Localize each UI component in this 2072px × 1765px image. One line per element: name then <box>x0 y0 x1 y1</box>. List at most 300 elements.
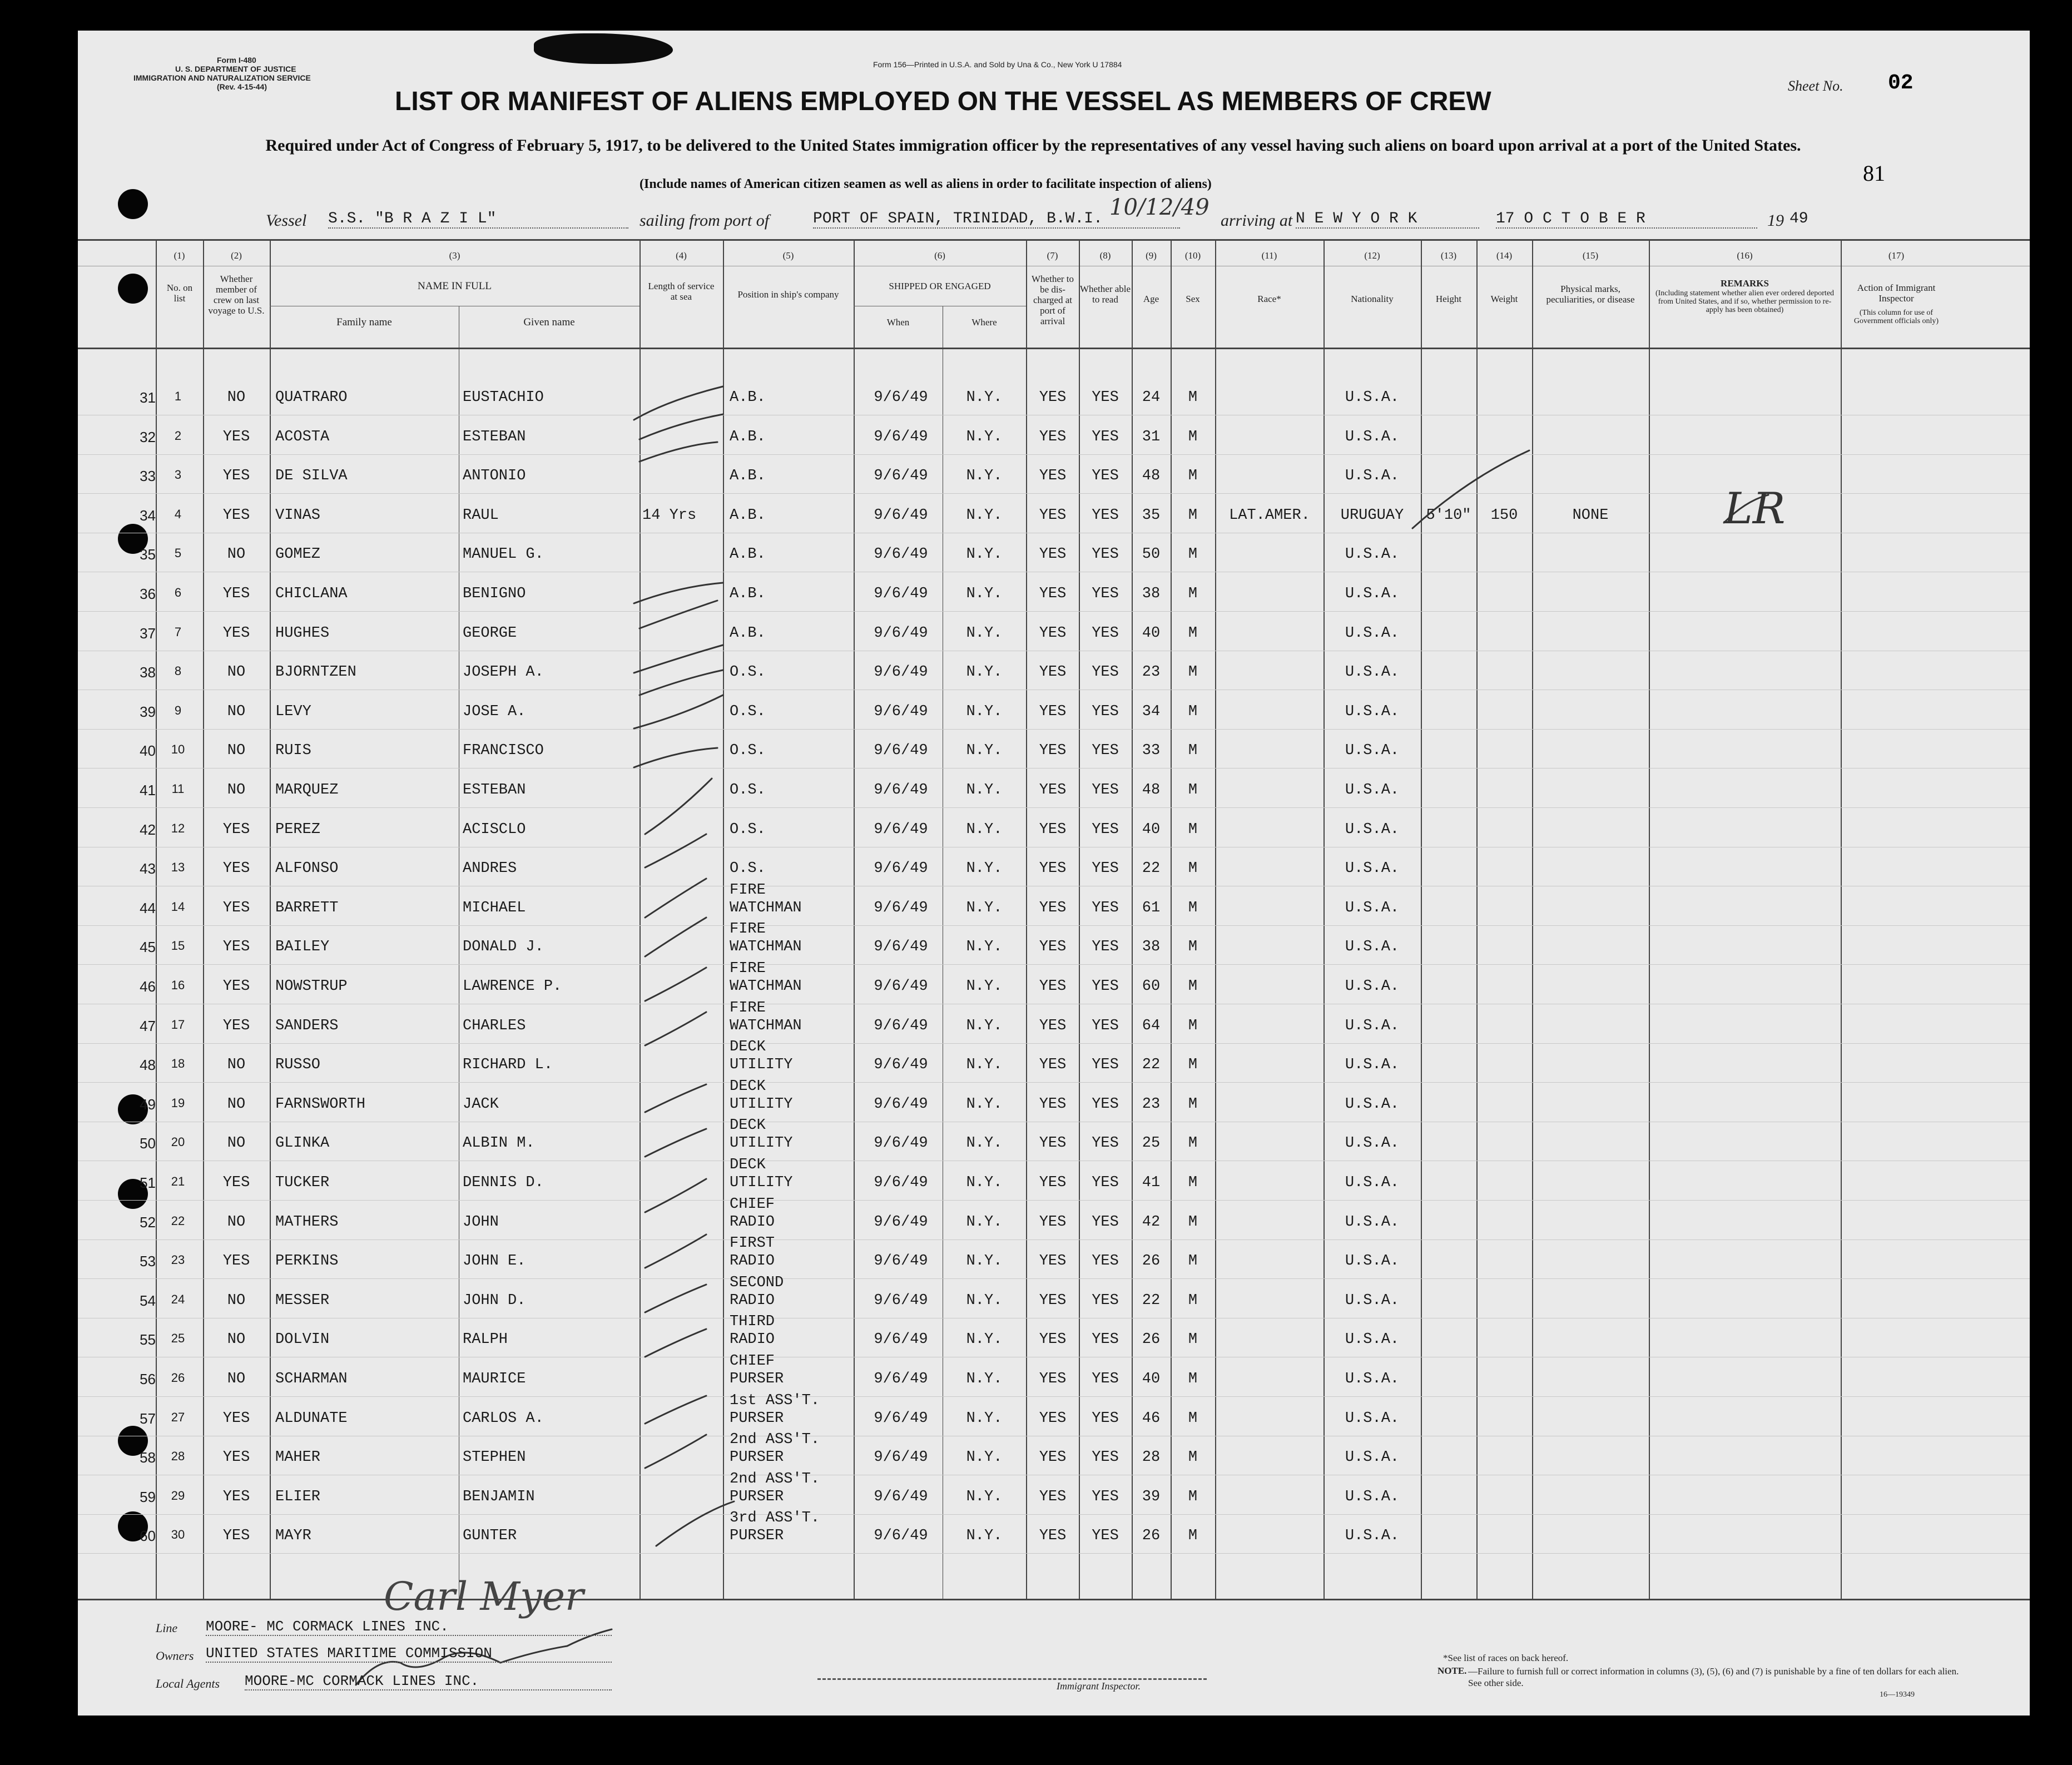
cell-position: THIRD <box>730 1313 775 1330</box>
cell-disch: YES <box>1039 939 1067 955</box>
cell-nat: U.S.A. <box>1345 664 1400 681</box>
cell-given: MAURICE <box>463 1371 526 1387</box>
cell-read: YES <box>1092 1528 1119 1544</box>
cell-age: 34 <box>1142 703 1161 720</box>
cell-read: YES <box>1092 468 1119 484</box>
cell-sex: M <box>1188 782 1198 799</box>
form-number: Form I-480 <box>217 56 256 65</box>
cell-when: 9/6/49 <box>874 1292 928 1309</box>
cell-disch: YES <box>1039 429 1067 445</box>
cell-no: 18 <box>171 1057 185 1070</box>
cell-position-line2: UTILITY <box>730 1135 793 1152</box>
cell-nat: U.S.A. <box>1345 742 1400 759</box>
row-divider <box>78 1043 2030 1044</box>
header-name-in-full: NAME IN FULL <box>418 280 492 292</box>
cell-family: GLINKA <box>275 1135 330 1152</box>
cell-age: 38 <box>1142 939 1161 955</box>
inspector-label: Immigrant Inspector. <box>1057 1680 1141 1692</box>
column-number: (8) <box>1099 250 1111 261</box>
cell-given: GUNTER <box>463 1528 517 1544</box>
cell-position-line2: WATCHMAN <box>730 978 802 995</box>
cell-sex: M <box>1188 1489 1198 1505</box>
cell-read: YES <box>1092 1489 1119 1505</box>
cell-marks: NONE <box>1572 507 1609 524</box>
cell-age: 24 <box>1142 389 1161 406</box>
cell-no: 25 <box>171 1331 185 1345</box>
cell-family: MAHER <box>275 1449 321 1466</box>
cell-read: YES <box>1092 978 1119 995</box>
note-text: —Failure to furnish full or correct information in columns (3), (5), (6) and (7) is punishable by a fine of ten dollars for each alien. See other side. <box>1468 1666 1959 1688</box>
cell-sex: M <box>1188 1057 1198 1073</box>
cell-family: ELIER <box>275 1489 321 1505</box>
cell-seq: 59 <box>140 1489 156 1505</box>
handwritten-date: 10/12/49 <box>1109 195 1210 220</box>
page-number: 81 <box>1863 161 1885 186</box>
cell-last: NO <box>227 389 246 406</box>
cell-no: 29 <box>171 1489 185 1503</box>
cell-family: DOLVIN <box>275 1331 330 1348</box>
cell-last: YES <box>222 1449 250 1466</box>
row-divider <box>78 729 2030 730</box>
cell-seq: 39 <box>140 703 156 720</box>
cell-nat: U.S.A. <box>1345 1096 1400 1113</box>
line-value: MOORE- MC CORMACK LINES INC. <box>206 1618 612 1636</box>
arrival-port: N E W Y O R K <box>1296 210 1479 229</box>
cell-given: RALPH <box>463 1331 508 1348</box>
column-divider <box>1841 239 1842 1599</box>
cell-read: YES <box>1092 860 1119 877</box>
cell-last: YES <box>222 900 250 916</box>
cell-where: N.Y. <box>966 1449 1003 1466</box>
cell-position: O.S. <box>730 782 766 799</box>
cell-read: YES <box>1092 1018 1119 1034</box>
year-prefix: 19 <box>1767 211 1784 230</box>
cell-seq: 44 <box>140 900 156 916</box>
column-number: (6) <box>934 250 945 261</box>
cell-no: 6 <box>174 586 182 599</box>
column-number: (9) <box>1146 250 1157 261</box>
cell-no: 3 <box>174 468 182 482</box>
cell-sex: M <box>1188 1214 1198 1231</box>
cell-no: 8 <box>174 664 182 678</box>
cell-when: 9/6/49 <box>874 664 928 681</box>
cell-nat: U.S.A. <box>1345 1057 1400 1073</box>
header-last-voyage: Whether member of crew on last voyage to U.S. <box>208 274 265 316</box>
cell-disch: YES <box>1039 664 1067 681</box>
cell-given: CHARLES <box>463 1018 526 1034</box>
cell-age: 40 <box>1142 625 1161 642</box>
cell-disch: YES <box>1039 703 1067 720</box>
cell-family: FARNSWORTH <box>275 1096 366 1113</box>
cell-disch: YES <box>1039 978 1067 995</box>
cell-disch: YES <box>1039 1292 1067 1309</box>
column-divider <box>1649 239 1650 1599</box>
cell-position-line2: WATCHMAN <box>730 939 802 955</box>
column-divider <box>270 239 271 1599</box>
cell-given: DENNIS D. <box>463 1174 544 1191</box>
header-family-name: Family name <box>336 316 392 328</box>
cell-last: YES <box>222 1528 250 1544</box>
cell-given: JOHN E. <box>463 1253 526 1270</box>
cell-no: 19 <box>171 1096 185 1110</box>
cell-position: A.B. <box>730 586 766 602</box>
cell-seq: 42 <box>140 821 156 838</box>
cell-given: BENIGNO <box>463 586 526 602</box>
cell-last: YES <box>222 860 250 877</box>
sheet-number: 02 <box>1888 71 1914 95</box>
cell-age: 26 <box>1142 1528 1161 1544</box>
cell-last: NO <box>227 1096 246 1113</box>
cell-position: O.S. <box>730 742 766 759</box>
row-divider <box>78 1396 2030 1397</box>
cell-where: N.Y. <box>966 782 1003 799</box>
header-nationality: Nationality <box>1351 294 1394 304</box>
cell-where: N.Y. <box>966 546 1003 563</box>
cell-position: 2nd ASS'T. <box>730 1471 820 1488</box>
cell-position: CHIEF <box>730 1353 775 1370</box>
cell-disch: YES <box>1039 389 1067 406</box>
cell-position-line2: WATCHMAN <box>730 1018 802 1034</box>
header-age: Age <box>1143 294 1159 304</box>
header-bottom-border <box>78 348 2030 349</box>
cell-read: YES <box>1092 625 1119 642</box>
cell-read: YES <box>1092 939 1119 955</box>
cell-sex: M <box>1188 703 1198 720</box>
cell-position: 3rd ASS'T. <box>730 1510 820 1526</box>
cell-last: YES <box>222 978 250 995</box>
cell-no: 12 <box>171 821 185 835</box>
cell-family: ALFONSO <box>275 860 339 877</box>
cell-when: 9/6/49 <box>874 1410 928 1427</box>
note-label: NOTE. <box>1437 1665 1467 1676</box>
cell-sex: M <box>1188 1174 1198 1191</box>
cell-given: RAUL <box>463 507 499 524</box>
cell-no: 11 <box>171 782 185 796</box>
cell-nat: U.S.A. <box>1345 1331 1400 1348</box>
cell-seq: 52 <box>140 1214 156 1231</box>
cell-position-line2: WATCHMAN <box>730 900 802 916</box>
cell-read: YES <box>1092 1449 1119 1466</box>
cell-age: 48 <box>1142 468 1161 484</box>
cell-sex: M <box>1188 1018 1198 1034</box>
cell-sex: M <box>1188 546 1198 563</box>
cell-nat: U.S.A. <box>1345 1528 1400 1544</box>
column-number: (16) <box>1737 250 1753 261</box>
cell-read: YES <box>1092 664 1119 681</box>
cell-family: LEVY <box>275 703 311 720</box>
row-divider <box>78 964 2030 965</box>
cell-nat: U.S.A. <box>1345 1135 1400 1152</box>
header-no-on-list: No. on list <box>166 282 193 304</box>
cell-given: CARLOS A. <box>463 1410 544 1427</box>
column-number: (17) <box>1888 250 1905 261</box>
cell-given: STEPHEN <box>463 1449 526 1466</box>
cell-where: N.Y. <box>966 625 1003 642</box>
cell-sex: M <box>1188 978 1198 995</box>
cell-age: 33 <box>1142 742 1161 759</box>
cell-disch: YES <box>1039 1096 1067 1113</box>
cell-nat: U.S.A. <box>1345 703 1400 720</box>
cell-where: N.Y. <box>966 429 1003 445</box>
cell-family: NOWSTRUP <box>275 978 348 995</box>
cell-nat: U.S.A. <box>1345 782 1400 799</box>
cell-last: NO <box>227 1331 246 1348</box>
cell-position: A.B. <box>730 389 766 406</box>
cell-position: O.S. <box>730 821 766 838</box>
cell-given: JACK <box>463 1096 499 1113</box>
cell-sex: M <box>1188 1292 1198 1309</box>
cell-nat: U.S.A. <box>1345 939 1400 955</box>
cell-read: YES <box>1092 546 1119 563</box>
cell-position: 2nd ASS'T. <box>730 1431 820 1448</box>
row-divider <box>78 1082 2030 1083</box>
cell-position-line2: PURSER <box>730 1528 784 1544</box>
service: IMMIGRATION AND NATURALIZATION SERVICE <box>133 73 311 82</box>
cell-no: 14 <box>171 900 185 914</box>
inspector-signature-line <box>817 1678 1207 1680</box>
table-bottom-border <box>78 1599 2030 1600</box>
cell-last: NO <box>227 1292 246 1309</box>
cell-where: N.Y. <box>966 1018 1003 1034</box>
cell-seq: 36 <box>140 586 156 602</box>
cell-family: MATHERS <box>275 1214 339 1231</box>
cell-family: QUATRARO <box>275 389 348 406</box>
column-number: (3) <box>449 250 460 261</box>
cell-seq: 38 <box>140 664 156 681</box>
cell-nat: U.S.A. <box>1345 586 1400 602</box>
cell-nat: U.S.A. <box>1345 1253 1400 1270</box>
cell-seq: 40 <box>140 742 156 759</box>
header-given-name: Given name <box>523 316 575 328</box>
cell-no: 16 <box>171 978 185 992</box>
column-number: (5) <box>782 250 794 261</box>
column-number: (10) <box>1184 250 1201 261</box>
vessel-label: Vessel <box>266 211 307 230</box>
cell-position: FIRE <box>730 921 766 938</box>
cell-when: 9/6/49 <box>874 939 928 955</box>
cell-read: YES <box>1092 1057 1119 1073</box>
cell-seq: 41 <box>140 782 156 799</box>
cell-position: SECOND <box>730 1275 784 1291</box>
cell-no: 1 <box>174 389 182 403</box>
cell-family: RUIS <box>275 742 311 759</box>
cell-when: 9/6/49 <box>874 429 928 445</box>
cell-position: DECK <box>730 1039 766 1055</box>
cell-when: 9/6/49 <box>874 1331 928 1348</box>
column-number: (15) <box>1582 250 1599 261</box>
cell-where: N.Y. <box>966 664 1003 681</box>
cell-last: NO <box>227 703 246 720</box>
cell-given: JOSE A. <box>463 703 526 720</box>
cell-position: A.B. <box>730 507 766 524</box>
cell-no: 2 <box>174 429 182 443</box>
cell-read: YES <box>1092 586 1119 602</box>
cell-nat: URUGUAY <box>1340 507 1404 524</box>
cell-age: 31 <box>1142 429 1161 445</box>
cell-no: 26 <box>171 1371 185 1385</box>
header-able-read: Whether able to read <box>1079 284 1131 305</box>
cell-when: 9/6/49 <box>874 468 928 484</box>
cell-disch: YES <box>1039 1410 1067 1427</box>
column-number: (2) <box>231 250 242 261</box>
cell-disch: YES <box>1039 625 1067 642</box>
cell-when: 9/6/49 <box>874 389 928 406</box>
column-divider <box>1476 239 1478 1599</box>
cell-given: ACISCLO <box>463 821 526 838</box>
cell-sex: M <box>1188 468 1198 484</box>
cell-last: NO <box>227 664 246 681</box>
cell-sex: M <box>1188 1253 1198 1270</box>
cell-read: YES <box>1092 1135 1119 1152</box>
cell-nat: U.S.A. <box>1345 1449 1400 1466</box>
column-divider <box>1026 239 1027 1599</box>
cell-nat: U.S.A. <box>1345 625 1400 642</box>
cell-family: MAYR <box>275 1528 311 1544</box>
cell-nat: U.S.A. <box>1345 546 1400 563</box>
department: U. S. DEPARTMENT OF JUSTICE <box>175 65 296 73</box>
cell-sex: M <box>1188 664 1198 681</box>
cell-family: ACOSTA <box>275 429 330 445</box>
cell-where: N.Y. <box>966 978 1003 995</box>
cell-where: N.Y. <box>966 1371 1003 1387</box>
column-divider <box>854 239 855 1599</box>
cell-given: JOSEPH A. <box>463 664 544 681</box>
cell-sex: M <box>1188 939 1198 955</box>
sheet-label: Sheet No. <box>1788 78 1843 94</box>
cell-last: YES <box>222 1018 250 1034</box>
cell-when: 9/6/49 <box>874 1018 928 1034</box>
cell-given: EUSTACHIO <box>463 389 544 406</box>
include-note: (Include names of American citizen seamen as well as aliens in order to facilitate inspection of aliens) <box>640 177 1212 191</box>
column-divider <box>1421 239 1422 1599</box>
cell-given: FRANCISCO <box>463 742 544 759</box>
cell-when: 9/6/49 <box>874 1528 928 1544</box>
cell-seq: 37 <box>140 625 156 642</box>
cell-given: ANTONIO <box>463 468 526 484</box>
cell-nat: U.S.A. <box>1345 389 1400 406</box>
cell-given: LAWRENCE P. <box>463 978 562 995</box>
cell-disch: YES <box>1039 586 1067 602</box>
cell-seq: 55 <box>140 1331 156 1348</box>
cell-family: ALDUNATE <box>275 1410 348 1427</box>
cell-disch: YES <box>1039 507 1067 524</box>
cell-last: YES <box>222 939 250 955</box>
cell-disch: YES <box>1039 900 1067 916</box>
year: 49 <box>1790 210 1808 227</box>
cell-where: N.Y. <box>966 1135 1003 1152</box>
arriving-label: arriving at <box>1221 211 1293 230</box>
cell-given: ESTEBAN <box>463 429 526 445</box>
cell-last: YES <box>222 1410 250 1427</box>
cell-disch: YES <box>1039 1528 1067 1544</box>
cell-sex: M <box>1188 586 1198 602</box>
cell-no: 17 <box>171 1018 185 1032</box>
printer-note: Form 156—Printed in U.S.A. and Sold by Una & Co., New York U 17884 <box>873 60 1122 69</box>
agents-label: Local Agents <box>156 1677 220 1690</box>
cell-where: N.Y. <box>966 1292 1003 1309</box>
cell-given: MICHAEL <box>463 900 526 916</box>
cell-given: GEORGE <box>463 625 517 642</box>
cell-position: 1st ASS'T. <box>730 1392 820 1409</box>
cell-sex: M <box>1188 1410 1198 1427</box>
header-discharged: Whether to be dis-charged at port of arrival <box>1032 274 1074 326</box>
cell-family: MARQUEZ <box>275 782 339 799</box>
cell-last: YES <box>222 821 250 838</box>
cell-weight: 150 <box>1490 507 1518 524</box>
cell-disch: YES <box>1039 1057 1067 1073</box>
cell-sex: M <box>1188 1528 1198 1544</box>
cell-when: 9/6/49 <box>874 782 928 799</box>
cell-age: 22 <box>1142 860 1161 877</box>
cell-where: N.Y. <box>966 860 1003 877</box>
cell-age: 22 <box>1142 1057 1161 1073</box>
cell-age: 60 <box>1142 978 1161 995</box>
column-number: (12) <box>1364 250 1380 261</box>
requirement-text: Required under Act of Congress of February 5, 1917, to be delivered to the United States immigration officer by the representatives of any vessel having such aliens on board upon arrival at a port of the United States. <box>265 136 1801 155</box>
cell-read: YES <box>1092 703 1119 720</box>
cell-seq: 48 <box>140 1057 156 1073</box>
cell-position: O.S. <box>730 860 766 877</box>
cell-nat: U.S.A. <box>1345 821 1400 838</box>
header-length-service: Length of service at sea <box>648 281 715 302</box>
cell-no: 21 <box>171 1174 185 1188</box>
cell-service: 14 Yrs <box>642 507 697 524</box>
header-race: Race* <box>1257 294 1281 304</box>
cell-disch: YES <box>1039 1371 1067 1387</box>
cell-seq: 31 <box>140 389 156 406</box>
signature: Carl Myer <box>384 1574 584 1619</box>
header-where: Where <box>971 317 997 328</box>
cell-disch: YES <box>1039 1018 1067 1034</box>
cell-read: YES <box>1092 821 1119 838</box>
cell-family: CHICLANA <box>275 586 348 602</box>
cell-age: 38 <box>1142 586 1161 602</box>
cell-last: YES <box>222 429 250 445</box>
cell-when: 9/6/49 <box>874 1174 928 1191</box>
cell-age: 39 <box>1142 1489 1161 1505</box>
cell-disch: YES <box>1039 860 1067 877</box>
cell-sex: M <box>1188 1135 1198 1152</box>
cell-last: YES <box>222 1174 250 1191</box>
cell-disch: YES <box>1039 546 1067 563</box>
cell-age: 61 <box>1142 900 1161 916</box>
cell-age: 48 <box>1142 782 1161 799</box>
column-divider <box>203 239 204 1599</box>
column-number: (13) <box>1440 250 1457 261</box>
cell-position-line2: PURSER <box>730 1489 784 1505</box>
cell-last: NO <box>227 782 246 799</box>
cell-position: A.B. <box>730 429 766 445</box>
cell-given: JOHN <box>463 1214 499 1231</box>
cell-position-line2: RADIO <box>730 1331 775 1348</box>
cell-read: YES <box>1092 900 1119 916</box>
cell-position: O.S. <box>730 703 766 720</box>
cell-disch: YES <box>1039 468 1067 484</box>
row-divider <box>78 768 2030 769</box>
cell-read: YES <box>1092 507 1119 524</box>
cell-position: CHIEF <box>730 1196 775 1213</box>
cell-age: 40 <box>1142 821 1161 838</box>
cell-nat: U.S.A. <box>1345 1018 1400 1034</box>
cell-no: 5 <box>174 546 182 560</box>
cell-when: 9/6/49 <box>874 1135 928 1152</box>
cell-sex: M <box>1188 900 1198 916</box>
header-height: Height <box>1435 294 1462 304</box>
cell-where: N.Y. <box>966 586 1003 602</box>
cell-last: NO <box>227 546 246 563</box>
cell-age: 35 <box>1142 507 1161 524</box>
cell-disch: YES <box>1039 1135 1067 1152</box>
